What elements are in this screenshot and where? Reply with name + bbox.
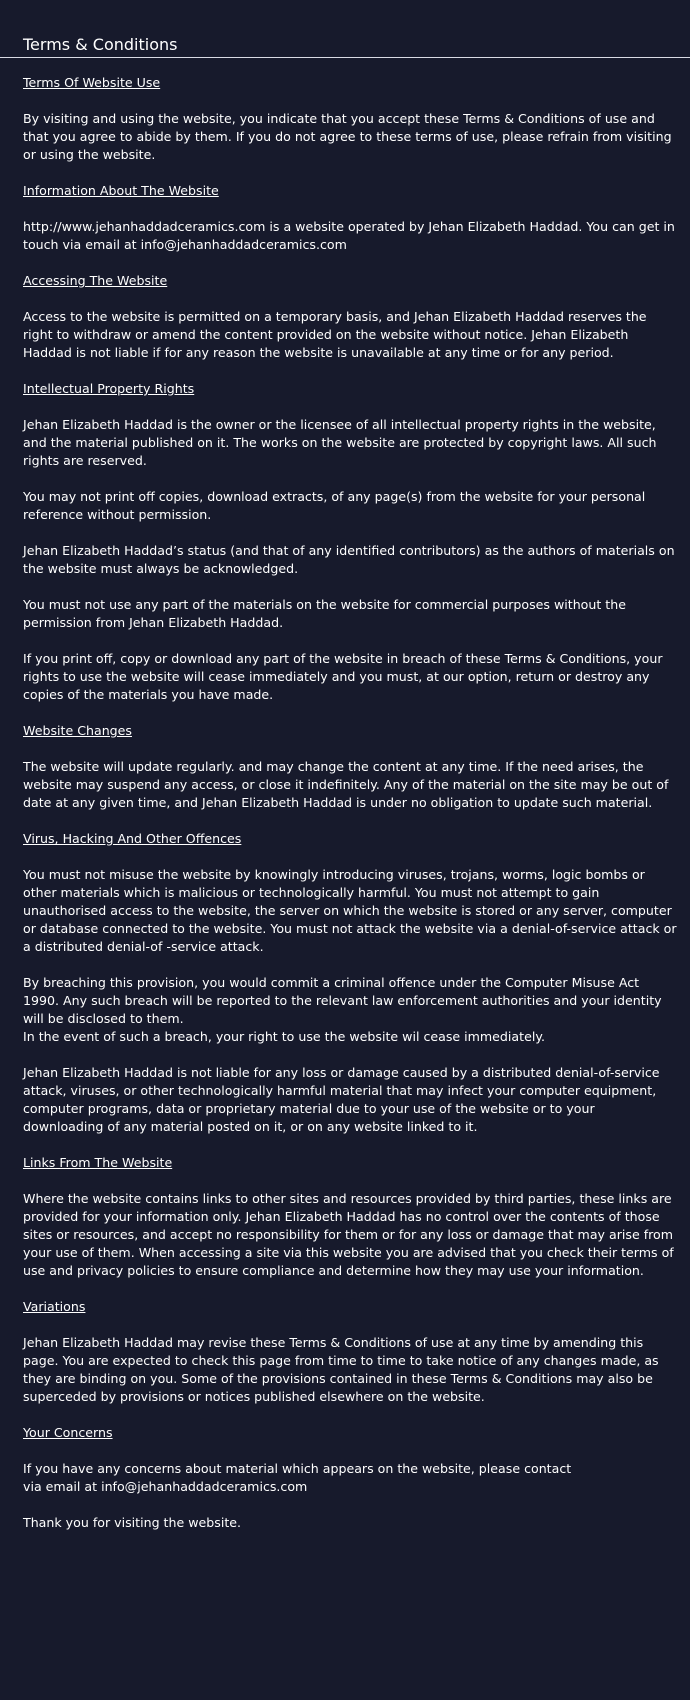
section-heading: Accessing The Website xyxy=(23,273,168,288)
section-heading: Information About The Website xyxy=(23,183,219,198)
terms-content xyxy=(0,58,690,1550)
section-paragraph: By breaching this provision, you would commit a criminal offence under the Computer Misuse Act 1990. Any such breach will be reported to the relevant law enforcement authorities and your identity will be disclosed to them. In the event of such a breach, your right to use the website wil cease immediately. xyxy=(23,975,662,1044)
section-paragraph: You must not use any part of the materials on the website for commercial purposes without the permission from Jehan Elizabeth Haddad. xyxy=(23,597,626,630)
section-heading: Virus, Hacking And Other Offences xyxy=(23,831,242,846)
section-heading: Terms Of Website Use xyxy=(23,75,161,90)
section-paragraph: Thank you for visiting the website. xyxy=(23,1515,242,1530)
section-paragraph: Where the website contains links to other sites and resources provided by third parties, these links are provided for your information only. Jehan Elizabeth Haddad has no control over the contents of those sites or resources, and accept no responsibility for them or for any loss or damage that may arise from your use of them. When accessing a site via this website you are advised that you check their terms of use and privacy policies to ensure compliance and determine how they may use your information. xyxy=(23,1191,674,1278)
section-paragraph: By visiting and using the website, you indicate that you accept these Terms & Conditions of use and that you agree to abide by them. If you do not agree to these terms of use, please refrain from visiting or using the website. xyxy=(23,111,672,162)
section-heading: Your Concerns xyxy=(23,1425,113,1440)
section-paragraph: You must not misuse the website by knowingly introducing viruses, trojans, worms, logic bombs or other materials which is malicious or technologically harmful. You must not attempt to gain unauthorised access to the website, the server on which the website is stored or any server, computer or database connected to the website. You must not attack the website via a denial-of-service attack or a distributed denial-of -service attack. xyxy=(23,867,677,954)
section-paragraph: Jehan Elizabeth Haddad is the owner or the licensee of all intellectual property rights in the website, and the material published on it. The works on the website are protected by copyright laws. All such rights are reserved. xyxy=(23,417,657,468)
section-paragraph: Jehan Elizabeth Haddad may revise these Terms & Conditions of use at any time by amending this page. You are expected to check this page from time to time to take notice of any changes made, as they are binding on you. Some of the provisions contained in these Terms & Conditions may also be superceded by provisions or notices published elsewhere on the website. xyxy=(23,1335,659,1404)
section-heading: Links From The Website xyxy=(23,1155,173,1170)
section-heading: Website Changes xyxy=(23,723,132,738)
section-paragraph: The website will update regularly. and may change the content at any time. If the need arises, the website may suspend any access, or close it indefinitely. Any of the material on the site may be out of date at any given time, and Jehan Elizabeth Haddad is under no obligation to update such material. xyxy=(23,759,669,810)
section-heading: Intellectual Property Rights xyxy=(23,381,195,396)
section-paragraph: If you print off, copy or download any part of the website in breach of these Terms & Conditions, your rights to use the website will cease immediately and you must, at our option, return or destroy any copies of the materials you have made. xyxy=(23,651,663,702)
section-paragraph: http://www.jehanhaddadceramics.com is a website operated by Jehan Elizabeth Haddad. You can get in touch via email at info@jehanhaddadceramics.com xyxy=(23,219,675,252)
section-paragraph: You may not print off copies, download extracts, of any page(s) from the website for your personal reference without permission. xyxy=(23,489,646,522)
section-paragraph: Jehan Elizabeth Haddad’s status (and that of any identified contributors) as the authors of materials on the website must always be acknowledged. xyxy=(23,543,675,576)
page-title: Terms & Conditions xyxy=(23,35,178,54)
section-paragraph: Access to the website is permitted on a temporary basis, and Jehan Elizabeth Haddad reserves the right to withdraw or amend the content provided on the website without notice. Jehan Elizabeth Haddad is not liable if for any reason the website is unavailable at any time or for any period. xyxy=(23,309,647,360)
section-paragraph: If you have any concerns about material which appears on the website, please contact via email at info@jehanhaddadceramics.com xyxy=(23,1461,572,1494)
section-paragraph: Jehan Elizabeth Haddad is not liable for any loss or damage caused by a distributed denial-of-service attack, viruses, or other technologically harmful material that may infect your computer equipment, computer programs, data or proprietary material due to your use of the website or to your downloading of any material posted on it, or on any website linked to it. xyxy=(23,1065,660,1134)
section-heading: Variations xyxy=(23,1299,86,1314)
